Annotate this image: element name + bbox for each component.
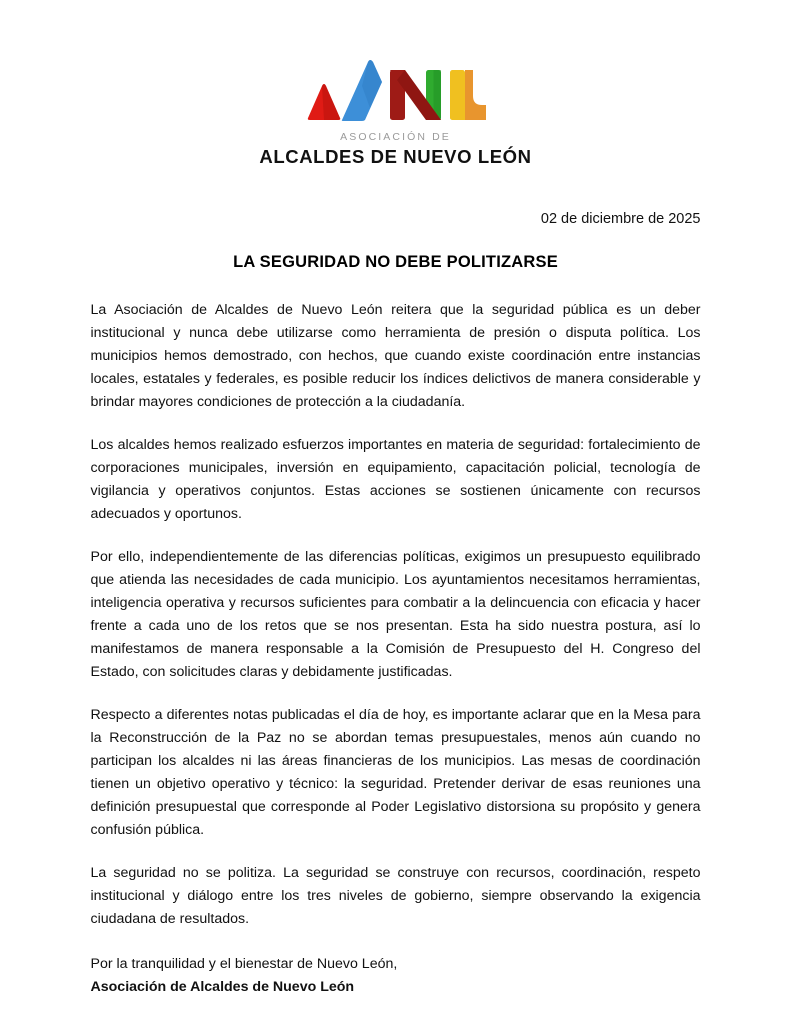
paragraph: Por ello, independientemente de las diferencias políticas, exigimos un presupuesto equilibrado que atienda las necesidades de cada municipio. Los ayuntamientos necesitamos herramientas, inteligencia operativa y recursos suficientes para combatir a la delincuencia con eficacia y hacer frente a cada uno de los retos que se nos presentan. Esta ha sido nuestra postura, así lo manifestamos de manera responsable a la Comisión de Presupuesto del H. Congreso del Estado, con solicitudes claras y debidamente justificadas. — [90, 548, 701, 680]
anl-logo-icon — [290, 56, 502, 124]
page-title: LA SEGURIDAD NO DEBE POLITIZARSE — [233, 252, 558, 271]
closing-block — [91, 953, 701, 999]
logo-title: ALCALDES DE NUEVO LEÓN — [259, 145, 532, 167]
paragraph: Respecto a diferentes notas publicadas el día de hoy, es importante aclarar que en la Mesa para la Reconstrucción de la Paz no se abordan temas presupuestales, menos aún cuando no participan los alcaldes ni las áreas financieras de los municipios. Las mesas de coordinación tienen un objetivo operativo y técnico: la seguridad. Pretender derivar de esas reuniones una definición presupuestal que corresponde al Poder Legislativo distorsiona su propósito y genera confusión pública. — [90, 706, 701, 838]
document-date: 02 de diciembre de 2025 — [540, 210, 701, 227]
letter-body — [91, 167, 701, 999]
logo-subtitle: ASOCIACIÓN DE — [340, 131, 451, 143]
letterhead — [0, 0, 791, 167]
paragraph: Los alcaldes hemos realizado esfuerzos importantes en materia de seguridad: fortalecimiento de corporaciones municipales, inversión en equipamiento, capacitación policial, tecnología de vigilancia y operativos conjuntos. Estas acciones se sostienen únicamente con recursos adecuados y oportunos. — [90, 436, 701, 522]
closing-salutation: Por la tranquilidad y el bienestar de Nuevo León, — [90, 955, 398, 972]
paragraph: La Asociación de Alcaldes de Nuevo León reitera que la seguridad pública es un deber institucional y nunca debe utilizarse como herramienta de presión o disputa política. Los municipios hemos demostrado, con hechos, que cuando existe coordinación entre instancias locales, estatales y federales, es posible reducir los índices delictivos de manera considerable y brindar mayores condiciones de protección a la ciudadanía. — [90, 301, 701, 410]
paragraph: La seguridad no se politiza. La seguridad se construye con recursos, coordinación, respeto institucional y diálogo entre los tres niveles de gobierno, siempre observando la exigencia ciudadana de resultados. — [90, 864, 701, 927]
closing-signature: Asociación de Alcaldes de Nuevo León — [90, 978, 355, 995]
